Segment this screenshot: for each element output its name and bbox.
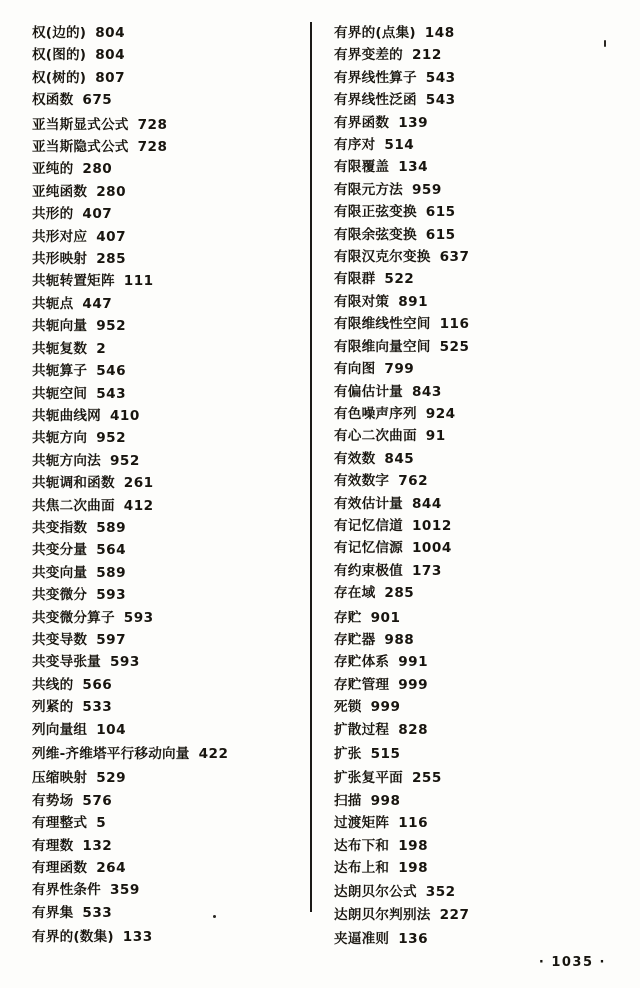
index-entry: [334, 156, 622, 178]
index-term: 有效数: [334, 450, 376, 467]
index-entry: [32, 607, 300, 629]
index-term: 有偏估计量: [334, 383, 403, 400]
index-term: 共变指数: [32, 519, 88, 536]
index-term: 有效估计量: [334, 495, 403, 512]
index-page-ref: 959: [411, 181, 442, 198]
index-page-ref: 104: [96, 721, 127, 738]
index-entry: [32, 835, 300, 857]
index-term: 权(图的): [32, 47, 87, 64]
index-entry: [334, 582, 622, 604]
index-term: 有理数: [32, 837, 74, 854]
index-term: 有限余弦变换: [334, 226, 417, 243]
index-entry: [334, 470, 622, 492]
index-term: 有色噪声序列: [334, 405, 417, 422]
index-entry: [32, 674, 300, 696]
index-term: 共轭向量: [32, 318, 88, 335]
index-page-ref: 593: [123, 609, 154, 626]
index-page-ref: 762: [398, 473, 429, 490]
index-page-ref: 952: [96, 430, 127, 447]
index-entry: [334, 607, 622, 629]
index-page-ref: 988: [384, 631, 415, 648]
index-term: 有界性条件: [32, 882, 101, 899]
index-page-ref: 412: [123, 497, 154, 514]
index-page-ref: 212: [411, 47, 442, 64]
index-page-ref: 828: [398, 721, 429, 738]
index-page-ref: 1004: [411, 540, 452, 557]
index-page-ref: 566: [82, 676, 113, 693]
index-term: 夹逼准则: [334, 931, 390, 948]
index-page-ref: 525: [439, 338, 470, 355]
index-entry: [334, 537, 622, 559]
index-page-ref: 133: [122, 929, 153, 946]
index-page-ref: 843: [411, 383, 442, 400]
index-page-ref: 952: [109, 452, 140, 469]
index-page-ref: 637: [439, 249, 470, 266]
index-page-ref: 422: [198, 746, 229, 762]
index-page-ref: 134: [398, 159, 429, 176]
index-page-ref: 728: [137, 139, 168, 156]
index-page-ref: 136: [398, 931, 429, 948]
index-term: 有限覆盖: [334, 159, 390, 176]
page-speck: [604, 40, 606, 47]
index-page-ref: 173: [411, 562, 442, 579]
index-term: 达布下和: [334, 837, 390, 854]
index-entry: [32, 879, 300, 901]
index-term: 共变微分算子: [32, 609, 115, 626]
index-page-ref: 280: [82, 161, 113, 178]
index-term: 共轭复数: [32, 340, 88, 357]
index-term: 有限汉克尔变换: [334, 249, 431, 266]
index-page-ref: 280: [96, 183, 127, 200]
index-entry: [334, 743, 622, 765]
index-term: 共轭转置矩阵: [32, 273, 115, 290]
index-entry: [334, 629, 622, 651]
index-entry: [334, 336, 622, 358]
index-term: 有限正弦变换: [334, 204, 417, 221]
page-number: · 1035 ·: [538, 955, 606, 970]
index-term: 有界集: [32, 904, 74, 921]
index-entry: [334, 812, 622, 834]
index-entry: [32, 767, 300, 789]
index-page-ref: 359: [109, 882, 140, 899]
index-term: 有限对策: [334, 293, 390, 310]
index-term: 扫描: [334, 792, 362, 809]
index-entry: [334, 403, 622, 425]
index-entry: [334, 22, 622, 44]
index-page-ref: 546: [96, 363, 127, 380]
index-term: 有界的(数集): [32, 929, 114, 946]
index-page-ref: 139: [398, 114, 429, 131]
index-entry: [32, 67, 300, 89]
index-entry: [32, 743, 300, 765]
index-term: 有序对: [334, 137, 376, 154]
index-entry: [334, 201, 622, 223]
index-entry: [334, 767, 622, 789]
index-entry: [334, 857, 622, 879]
index-column-left: [18, 14, 300, 949]
index-entry: [32, 22, 300, 44]
index-term: 共焦二次曲面: [32, 497, 115, 514]
index-entry: [32, 248, 300, 270]
index-entry: [32, 114, 300, 136]
index-term: 过渡矩阵: [334, 815, 390, 832]
index-page-ref: 999: [370, 699, 401, 716]
index-entry: [334, 67, 622, 89]
index-term: 共形对应: [32, 228, 88, 245]
index-page-ref: 901: [370, 609, 401, 626]
index-page-ref: 285: [384, 585, 415, 602]
index-page-ref: 543: [425, 69, 456, 86]
index-page-ref: 5: [96, 815, 107, 832]
index-term: 共轭方向: [32, 430, 88, 447]
index-entry: [334, 44, 622, 66]
index-page-ref: 533: [82, 699, 113, 716]
index-entry: [334, 560, 622, 582]
index-term: 共变导张量: [32, 654, 101, 671]
index-page-ref: 116: [398, 815, 429, 832]
index-term: 有心二次曲面: [334, 428, 417, 445]
index-entry: [334, 493, 622, 515]
index-term: 存贮: [334, 609, 362, 626]
index-term: 达布上和: [334, 860, 390, 877]
index-page-ref: 514: [384, 137, 415, 154]
index-page-ref: 593: [109, 654, 140, 671]
index-term: 有理整式: [32, 815, 88, 832]
index-page-ref: 132: [82, 837, 113, 854]
index-term: 列向量组: [32, 721, 88, 738]
index-page-ref: 593: [96, 587, 127, 604]
index-entry: [32, 629, 300, 651]
index-term: 达朗贝尔判别法: [334, 906, 431, 923]
index-entry: [32, 812, 300, 834]
index-term: 扩张复平面: [334, 770, 403, 787]
index-entry: [334, 89, 622, 111]
index-term: 死锁: [334, 699, 362, 716]
index-page-ref: 924: [425, 405, 456, 422]
index-entry: [32, 181, 300, 203]
index-term: 权函数: [32, 92, 74, 109]
index-page-ref: 410: [109, 407, 140, 424]
index-entry: [334, 928, 622, 950]
index-term: 有约束极值: [334, 562, 403, 579]
index-page-ref: 2: [96, 340, 107, 357]
index-term: 有记忆信源: [334, 540, 403, 557]
index-page-ref: 264: [96, 860, 127, 877]
page-speck: [213, 915, 216, 918]
index-page-ref: 999: [398, 676, 429, 693]
index-entry: [334, 134, 622, 156]
index-term: 亚纯函数: [32, 183, 88, 200]
index-page-ref: 597: [96, 631, 127, 648]
index-entry: [32, 790, 300, 812]
index-page-ref: 728: [137, 116, 168, 133]
index-entry: [32, 926, 300, 948]
index-entry: [32, 651, 300, 673]
index-entry: [32, 315, 300, 337]
index-term: 权(边的): [32, 25, 87, 41]
index-entry: [32, 902, 300, 924]
index-term: 扩散过程: [334, 721, 390, 738]
index-entry: [32, 226, 300, 248]
index-term: 存贮器: [334, 631, 376, 648]
index-entry: [32, 562, 300, 584]
index-page-ref: 891: [398, 293, 429, 310]
index-term: 共线的: [32, 676, 74, 693]
index-page-ref: 589: [96, 519, 127, 536]
index-term: 扩张: [334, 746, 362, 762]
index-term: 共轭曲线网: [32, 407, 101, 424]
index-entry: [32, 158, 300, 180]
index-term: 存贮体系: [334, 654, 390, 671]
index-term: 有限维向量空间: [334, 338, 431, 355]
index-term: 列紧的: [32, 699, 74, 716]
index-page-ref: 515: [370, 746, 401, 762]
column-divider: [310, 22, 312, 912]
index-entry: [334, 651, 622, 673]
index-page-ref: 804: [95, 25, 126, 41]
index-entry: [32, 472, 300, 494]
index-page-ref: 1012: [411, 517, 452, 534]
index-page-ref: 675: [82, 92, 113, 109]
index-page-ref: 543: [425, 92, 456, 109]
index-term: 共轭调和函数: [32, 475, 115, 492]
index-page-ref: 116: [439, 316, 470, 333]
index-entry: [334, 835, 622, 857]
index-term: 共变导数: [32, 631, 88, 648]
index-entry: [334, 719, 622, 741]
index-entry: [32, 584, 300, 606]
index-entry: [334, 313, 622, 335]
index-page-ref: 952: [96, 318, 127, 335]
index-page-ref: 529: [96, 770, 127, 787]
index-entry: [334, 381, 622, 403]
index-term: 有向图: [334, 361, 376, 378]
index-term: 有限元方法: [334, 181, 403, 198]
index-page-ref: 285: [96, 251, 127, 268]
index-entry: [32, 517, 300, 539]
index-page-ref: 255: [411, 770, 442, 787]
index-entry: [32, 383, 300, 405]
index-entry: [32, 719, 300, 741]
index-entry: [32, 405, 300, 427]
index-term: 有记忆信道: [334, 517, 403, 534]
index-term: 共轭算子: [32, 363, 88, 380]
index-entry: [32, 857, 300, 879]
index-page-ref: 198: [398, 860, 429, 877]
index-entry: [32, 450, 300, 472]
index-entry: [334, 358, 622, 380]
index-page-ref: 352: [425, 884, 456, 901]
index-entry: [334, 674, 622, 696]
index-entry: [32, 360, 300, 382]
index-term: 有限群: [334, 271, 376, 288]
index-entry: [32, 136, 300, 158]
index-page-ref: 148: [424, 25, 455, 41]
index-entry: [334, 246, 622, 268]
index-page-ref: 589: [96, 564, 127, 581]
index-entry: [32, 89, 300, 111]
index-entry: [32, 203, 300, 225]
index-page-ref: 198: [398, 837, 429, 854]
index-page-ref: 991: [398, 654, 429, 671]
index-term: 亚纯的: [32, 161, 74, 178]
index-term: 列维-齐维塔平行移动向量: [32, 746, 190, 762]
index-page-ref: 533: [82, 904, 113, 921]
index-page-ref: 799: [384, 361, 415, 378]
index-term: 有效数字: [334, 473, 390, 490]
index-term: 共形映射: [32, 251, 88, 268]
index-term: 共轭空间: [32, 385, 88, 402]
index-page-ref: 845: [384, 450, 415, 467]
index-term: 共变微分: [32, 587, 88, 604]
index-columns: [18, 14, 622, 948]
index-entry: [334, 790, 622, 812]
index-term: 有限维线性空间: [334, 316, 431, 333]
index-entry: [32, 427, 300, 449]
index-page-ref: 543: [96, 385, 127, 402]
index-term: 有界变差的: [334, 47, 403, 64]
index-term: 有界线性算子: [334, 69, 417, 86]
index-page-ref: 91: [425, 428, 446, 445]
index-page-ref: 261: [123, 475, 154, 492]
index-term: 共变向量: [32, 564, 88, 581]
index-entry: [32, 293, 300, 315]
index-term: 压缩映射: [32, 770, 88, 787]
index-entry: [32, 696, 300, 718]
index-term: 有界线性泛函: [334, 92, 417, 109]
index-entry: [334, 696, 622, 718]
index-entry: [334, 224, 622, 246]
index-page-ref: 615: [425, 204, 456, 221]
index-page-ref: 615: [425, 226, 456, 243]
index-page-ref: 407: [82, 206, 113, 223]
index-term: 存在域: [334, 585, 376, 602]
index-page-ref: 807: [95, 69, 126, 86]
index-term: 有势场: [32, 792, 74, 809]
index-term: 共形的: [32, 206, 74, 223]
index-page-ref: 998: [370, 792, 401, 809]
index-entry: [334, 448, 622, 470]
index-entry: [32, 270, 300, 292]
index-entry: [334, 881, 622, 903]
index-page-ref: 844: [411, 495, 442, 512]
index-term: 共轭点: [32, 295, 74, 312]
index-page-ref: 111: [123, 273, 154, 290]
index-term: 有界函数: [334, 114, 390, 131]
index-page-ref: 576: [82, 792, 113, 809]
index-term: 有理函数: [32, 860, 88, 877]
index-term: 权(树的): [32, 69, 87, 86]
index-entry: [334, 268, 622, 290]
index-page-ref: 564: [96, 542, 127, 559]
index-column-right: [322, 14, 622, 951]
index-page-ref: 447: [82, 295, 113, 312]
index-term: 亚当斯显式公式: [32, 116, 129, 133]
index-entry: [334, 904, 622, 926]
index-entry: [32, 539, 300, 561]
index-term: 达朗贝尔公式: [334, 884, 417, 901]
index-entry: [32, 338, 300, 360]
index-entry: [334, 179, 622, 201]
index-term: 有界的(点集): [334, 25, 416, 41]
index-page-ref: 804: [95, 47, 126, 64]
index-entry: [334, 291, 622, 313]
index-entry: [32, 495, 300, 517]
index-page-ref: 407: [96, 228, 127, 245]
index-page-ref: 522: [384, 271, 415, 288]
index-term: 亚当斯隐式公式: [32, 139, 129, 156]
index-page-ref: 227: [439, 906, 470, 923]
index-term: 共轭方向法: [32, 452, 101, 469]
index-entry: [334, 425, 622, 447]
index-term: 共变分量: [32, 542, 88, 559]
index-entry: [32, 44, 300, 66]
index-term: 存贮管理: [334, 676, 390, 693]
index-entry: [334, 112, 622, 134]
index-entry: [334, 515, 622, 537]
